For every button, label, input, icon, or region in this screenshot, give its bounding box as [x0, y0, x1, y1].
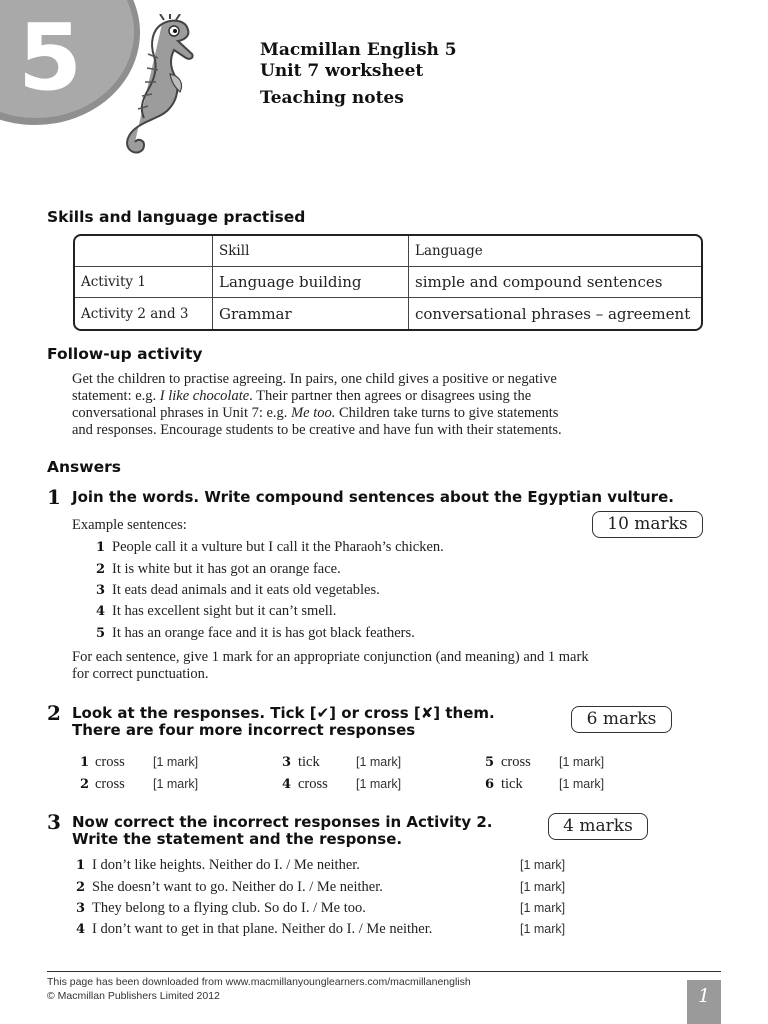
list-number: 1: [96, 540, 106, 555]
question-text: Now correct the incorrect responses in Activity 2.: [72, 813, 493, 831]
mark-label: [1 mark]: [520, 858, 566, 872]
marking-note: For each sentence, give 1 mark for an appropriate conjunction (and meaning) and 1 mark: [72, 649, 589, 665]
followup-line: Get the children to practise agreeing. In pairs, one child gives a positive or negative: [72, 371, 557, 387]
answers-heading: Answers: [47, 458, 121, 476]
mark-label: [1 mark]: [520, 922, 566, 936]
skills-table: [73, 234, 703, 331]
followup-line: [72, 388, 712, 405]
table-header-empty: [75, 236, 213, 267]
table-header-language: Language: [409, 236, 701, 267]
list-item: cross: [298, 776, 328, 792]
mark-label: [1 mark]: [153, 777, 199, 791]
skill-cell: Language building: [213, 267, 409, 298]
list-number: 2: [80, 777, 90, 792]
footer-divider: [47, 971, 721, 972]
list-item: It is white but it has got an orange face.: [112, 561, 341, 577]
list-item: She doesn’t want to go. Neither do I. / Me neither.: [92, 879, 383, 895]
list-number: 2: [76, 880, 86, 895]
list-item: cross: [95, 754, 125, 770]
mark-label: [1 mark]: [356, 777, 402, 791]
followup-text: . Their partner then agrees or disagrees using the: [249, 388, 532, 404]
book-title: Macmillan English 5: [260, 40, 457, 60]
marks-badge: 6 marks: [571, 706, 672, 733]
mark-label: [1 mark]: [520, 901, 566, 915]
question-text: There are four more incorrect responses: [72, 721, 416, 739]
mark-label: [1 mark]: [520, 880, 566, 894]
list-item: It has an orange face and it is has got black feathers.: [112, 625, 415, 641]
list-item: cross: [95, 776, 125, 792]
marking-note: for correct punctuation.: [72, 666, 209, 682]
list-number: 1: [80, 755, 90, 770]
followup-heading: Follow-up activity: [47, 345, 203, 363]
question-text: Look at the responses. Tick [✔] or cross [✘] them.: [72, 704, 495, 722]
table-header-skill: Skill: [213, 236, 409, 267]
skills-heading: Skills and language practised: [47, 208, 306, 226]
list-item: It eats dead animals and it eats old vegetables.: [112, 582, 380, 598]
followup-text: Children take turns to give statements: [335, 405, 559, 421]
language-cell: simple and compound sentences: [409, 267, 701, 298]
mark-label: [1 mark]: [559, 777, 605, 791]
worksheet-title: Unit 7 worksheet: [260, 61, 424, 81]
table-row: [75, 298, 701, 329]
table-row: [75, 267, 701, 298]
list-number: 4: [76, 922, 86, 937]
unit-number: 5: [18, 4, 83, 111]
list-number: 4: [282, 777, 292, 792]
activity-cell: Activity 1: [75, 267, 213, 298]
list-item: People call it a vulture but I call it the Pharaoh’s chicken.: [112, 539, 444, 555]
mark-label: [1 mark]: [559, 755, 605, 769]
skill-cell: Grammar: [213, 298, 409, 329]
table-header-row: [75, 236, 701, 267]
followup-text: conversational phrases in Unit 7: e.g.: [72, 405, 292, 421]
list-item: I don’t like heights. Neither do I. / Me neither.: [92, 857, 360, 873]
question-text: Write the statement and the response.: [72, 830, 403, 848]
list-item: I don’t want to get in that plane. Neither do I. / Me neither.: [92, 921, 433, 937]
followup-line: [72, 405, 712, 422]
list-item: tick: [298, 754, 320, 770]
mark-label: [1 mark]: [153, 755, 199, 769]
marks-badge: 10 marks: [592, 511, 703, 538]
notes-title: Teaching notes: [260, 88, 404, 108]
list-item: They belong to a flying club. So do I. / Me too.: [92, 900, 366, 916]
seahorse-icon: [100, 14, 200, 156]
marks-badge: 4 marks: [548, 813, 648, 840]
list-number: 5: [485, 755, 495, 770]
activity-cell: Activity 2 and 3: [75, 298, 213, 329]
list-number: 1: [76, 858, 86, 873]
list-item: tick: [501, 776, 523, 792]
list-number: 6: [485, 777, 495, 792]
question-number: 2: [47, 701, 61, 725]
question-number: 1: [47, 485, 61, 509]
example-intro: Example sentences:: [72, 517, 187, 533]
list-number: 3: [282, 755, 292, 770]
language-cell: conversational phrases – agreement: [415, 304, 691, 323]
list-number: 2: [96, 562, 106, 577]
followup-example: Me too.: [291, 405, 336, 421]
copyright-notice: © Macmillan Publishers Limited 2012: [47, 990, 220, 1002]
question-text: Join the words. Write compound sentences about the Egyptian vulture.: [72, 488, 674, 506]
list-number: 4: [96, 604, 106, 619]
list-item: cross: [501, 754, 531, 770]
question-number: 3: [47, 810, 61, 834]
followup-text: statement: e.g.: [72, 388, 160, 404]
page-number-box: [687, 980, 721, 1024]
mark-label: [1 mark]: [356, 755, 402, 769]
list-number: 3: [96, 583, 106, 598]
list-item: It has excellent sight but it can’t smell.: [112, 603, 337, 619]
followup-paragraph: [72, 371, 712, 439]
page-number: 1: [697, 985, 711, 1007]
list-number: 5: [96, 626, 106, 641]
followup-example: I like chocolate: [159, 388, 250, 404]
download-notice: This page has been downloaded from www.macmillanyounglearners.com/macmillanenglish: [47, 976, 471, 988]
list-number: 3: [76, 901, 86, 916]
followup-line: and responses. Encourage students to be creative and have fun with their statements.: [72, 422, 562, 438]
